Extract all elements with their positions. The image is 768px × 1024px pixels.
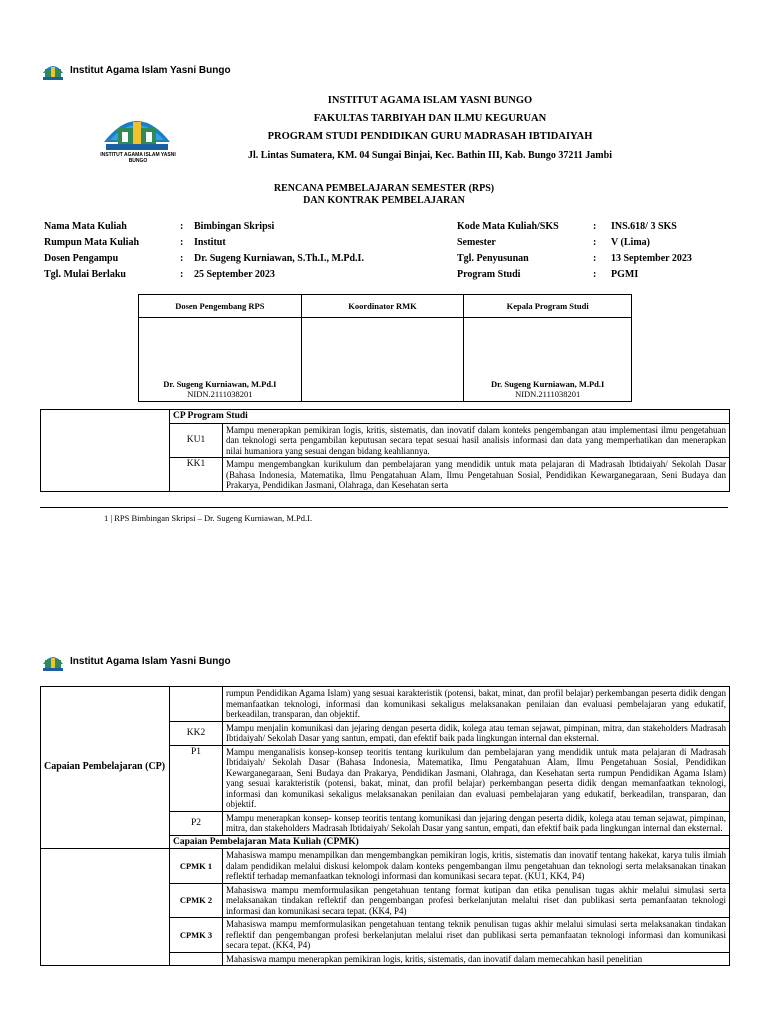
cp-description: Mampu menerapkan pemikiran logis, kritis, sistematis, dan inovatif dalam konteks pengembangan atau implementasi ilmu pengetahuan dan teknologi serta pengambilan keputusan secara tepat sesuai hasil analisis informasi dan data yang memperhatikan dan menerapkan nilai humaniora yang sesuai dengan bidang keahliannya. — [223, 423, 730, 458]
cp-label-cell — [41, 410, 170, 492]
letterhead-address: Jl. Lintas Sumatera, KM. 04 Sungai Binjai, Kec. Bathin III, Kab. Bungo 37211 Jambi — [248, 150, 612, 161]
institution-logo-icon — [40, 648, 66, 674]
running-header — [40, 647, 231, 675]
cpmk-code: CPMK 2 — [170, 883, 223, 918]
cp-code: KK2 — [170, 721, 223, 745]
cp-code: P1 — [170, 745, 223, 811]
running-header — [40, 56, 231, 84]
cp-table-page-1 — [40, 409, 730, 492]
header-institution-name: Institut Agama Islam Yasni Bungo — [70, 64, 231, 76]
document-title-line-2: DAN KONTRAK PEMBELAJARAN — [303, 195, 465, 206]
emblem-caption: INSTITUT AGAMA ISLAM YASNI BUNGO — [100, 152, 176, 164]
signature-header-head: Kepala Program Studi — [464, 295, 632, 318]
signer-name: Dr. Sugeng Kurniawan, M.Pd.I — [491, 379, 605, 389]
table-row — [41, 849, 730, 884]
info-row: Kode Mata Kuliah/SKS : INS.618/ 3 SKS — [457, 220, 677, 232]
cp-label: Capaian Pembelajaran (CP) — [41, 687, 170, 849]
cpmk-description: Mahasiswa mampu memformulasikan pengetahuan tentang teknik penulisan tugas akhir melalui simulasi serta melaksanakan tindakan reflektif dan pengembangan profesi berkelanjutan melalui riset dan publikasi serta pemanfaatan teknologi informasi dan komunikasi secara tepat. (KK4, P4) — [223, 918, 730, 953]
cpmk-code: CPMK 1 — [170, 849, 223, 884]
info-row: Tgl. Mulai Berlaku : 25 September 2023 — [44, 268, 275, 280]
cp-description: Mampu menjalin komunikasi dan jejaring dengan peserta didik, kolega atau teman sejawat, pimpinan, mitra, dan stakeholders Madrasah Ibtidaiyah/ Sekolah Dasar yang santun, empati, dan efektif baik pada lingkungan internal dan eksternal. — [223, 721, 730, 745]
cpmk-description: Mahasiswa mampu menerapkan pemikiran logis, kritis, sistematis, dan inovatif dalam memecahkan hasil penelitian — [223, 952, 730, 966]
letterhead-line-3: PROGRAM STUDI PENDIDIKAN GURU MADRASAH IBTIDAIYAH — [267, 131, 593, 142]
header-institution-name: Institut Agama Islam Yasni Bungo — [70, 655, 231, 667]
signature-table — [138, 294, 632, 402]
cpmk-description: Mahasiswa mampu memformulasikan pengetahuan tentang format kutipan dan etika penulisan tugas akhir melalui simulasi serta melaksanakan tindakan reflektif dan pengembangan profesi berkelanjutan melalui riset dan publikasi serta pemanfaatan teknologi informasi dan komunikasi secara tepat. (KK4, P4) — [223, 883, 730, 918]
cp-code — [170, 687, 223, 722]
cp-description: rumpun Pendidikan Agama Islam) yang sesuai karakteristik (potensi, bakat, minat, dan profil belajar) perkembangan peserta didik dengan memanfaatkan teknologi, informasi dan komunikasi sekaligus melaksanakan penilaian dan evaluasi pembelajaran yang edukatif, berkeadilan, transparan, dan objektif. — [223, 687, 730, 722]
info-row: Semester : V (Lima) — [457, 236, 650, 248]
course-info-left — [44, 218, 364, 282]
cpmk-description: Mahasiswa mampu menampilkan dan mengembangkan pemikiran logis, kritis, sistematis dan inovatif tentang hakekat, karya tulis ilmiah dalam pendidikan melalui diskusi kelompok dalam konteks pengembangan ilmu pengetahuan dan teknologi serta melaksanakan tinakan reflektif terhadap memanfaatkan teknologi informasi dan komunikasi secara tepat. (KU1, KK4, P4) — [223, 849, 730, 884]
cp-code: KU1 — [170, 423, 223, 458]
cp-description: Mampu menerapkan konsep- konsep teoritis tentang komunikasi dan jejaring dengan peserta didik, kolega atau teman sejawat, pimpinan, mitra, dan stakeholders Madrasah Ibtidaiyah/ Sekolah Dasar yang santun, empati, dan efektif baik pada lingkungan internal dan eksternal. — [223, 811, 730, 835]
cp-table-page-2 — [40, 686, 730, 966]
info-row: Tgl. Penyusunan : 13 September 2023 — [457, 252, 692, 264]
letterhead-line-1: INSTITUT AGAMA ISLAM YASNI BUNGO — [327, 95, 533, 106]
institution-logo-icon — [40, 57, 66, 83]
section-heading: Capaian Pembelajaran Mata Kuliah (CPMK) — [170, 835, 730, 849]
signature-cell-coordinator — [301, 318, 464, 402]
letterhead-line-2: FAKULTAS TARBIYAH DAN ILMU KEGURUAN — [313, 113, 547, 124]
signer-nidn: NIDN.2111038201 — [515, 389, 581, 399]
cp-code: KK1 — [170, 458, 223, 492]
info-row: Dosen Pengampu : Dr. Sugeng Kurniawan, S.Th.I., M.Pd.I. — [44, 252, 364, 264]
cp-code: P2 — [170, 811, 223, 835]
info-row: Nama Mata Kuliah : Bimbingan Skripsi — [44, 220, 275, 232]
signer-name: Dr. Sugeng Kurniawan, M.Pd.I — [163, 379, 277, 389]
signature-cell-developer — [139, 318, 302, 402]
footer-divider — [40, 507, 728, 508]
page-gap — [0, 540, 768, 640]
page-footer: 1 | RPS Bimbingan Skripsi – Dr. Sugeng Kurniawan, M.Pd.I. — [104, 513, 313, 523]
info-row: Rumpun Mata Kuliah : Institut — [44, 236, 226, 248]
signature-cell-head — [464, 318, 632, 402]
signature-header-developer: Dosen Pengembang RPS — [139, 295, 302, 318]
cp-label-cell — [41, 849, 170, 966]
table-row — [41, 687, 730, 722]
cpmk-code: CPMK 3 — [170, 918, 223, 953]
cp-description: Mampu menganalisis konsep-konsep teoritis tentang kurikulum dan pembelajaran yang mendidik untuk mata pelajaran di Madrasah Ibtidaiyah/ Sekolah Dasar (Bahasa Indonesia, Matematika, Ilmu Pengatahuan Alam, Ilmu Pengetahuan Sosial, Pendidikan Kewarganegaraan, Seni Budaya dan Prakarya, Pendidikan Jasmani, Olahraga, dan Kesehatan serta rumpun Pendidikan Agama Islam) yang sesuai karakteristik (potensi, bakat, minat, dan profil belajar) perkembangan peserta didik dengan memanfaatkan teknologi, informasi dan komunikasi sekaligus melaksanakan penilaian dan evaluasi pembelajaran yang edukatif, berkeadilan, transparan, dan objektif. — [223, 745, 730, 811]
signer-nidn: NIDN.2111038201 — [187, 389, 253, 399]
signature-header-coordinator: Koordinator RMK — [301, 295, 464, 318]
section-heading: CP Program Studi — [170, 410, 730, 424]
document-title-line-1: RENCANA PEMBELAJARAN SEMESTER (RPS) — [273, 183, 495, 194]
cp-description: Mampu mengembangkan kurikulum dan pembelajaran yang mendidik untuk mata pelajaran di Madrasah Ibtidaiyah/ Sekolah Dasar (Bahasa Indonesia, Matematika, Ilmu Pengatahuan Alam, Ilmu Pengetahuan Sosial, Pendidikan Kewarganegaraan, Seni Budaya dan Prakarya, Pendidikan Jasmani, Olahraga, dan Kesehatan serta — [223, 458, 730, 492]
course-info-right — [457, 218, 692, 282]
cp-table-page-2-viewport — [40, 686, 730, 1024]
info-row: Program Studi : PGMI — [457, 268, 639, 280]
cpmk-code — [170, 952, 223, 966]
